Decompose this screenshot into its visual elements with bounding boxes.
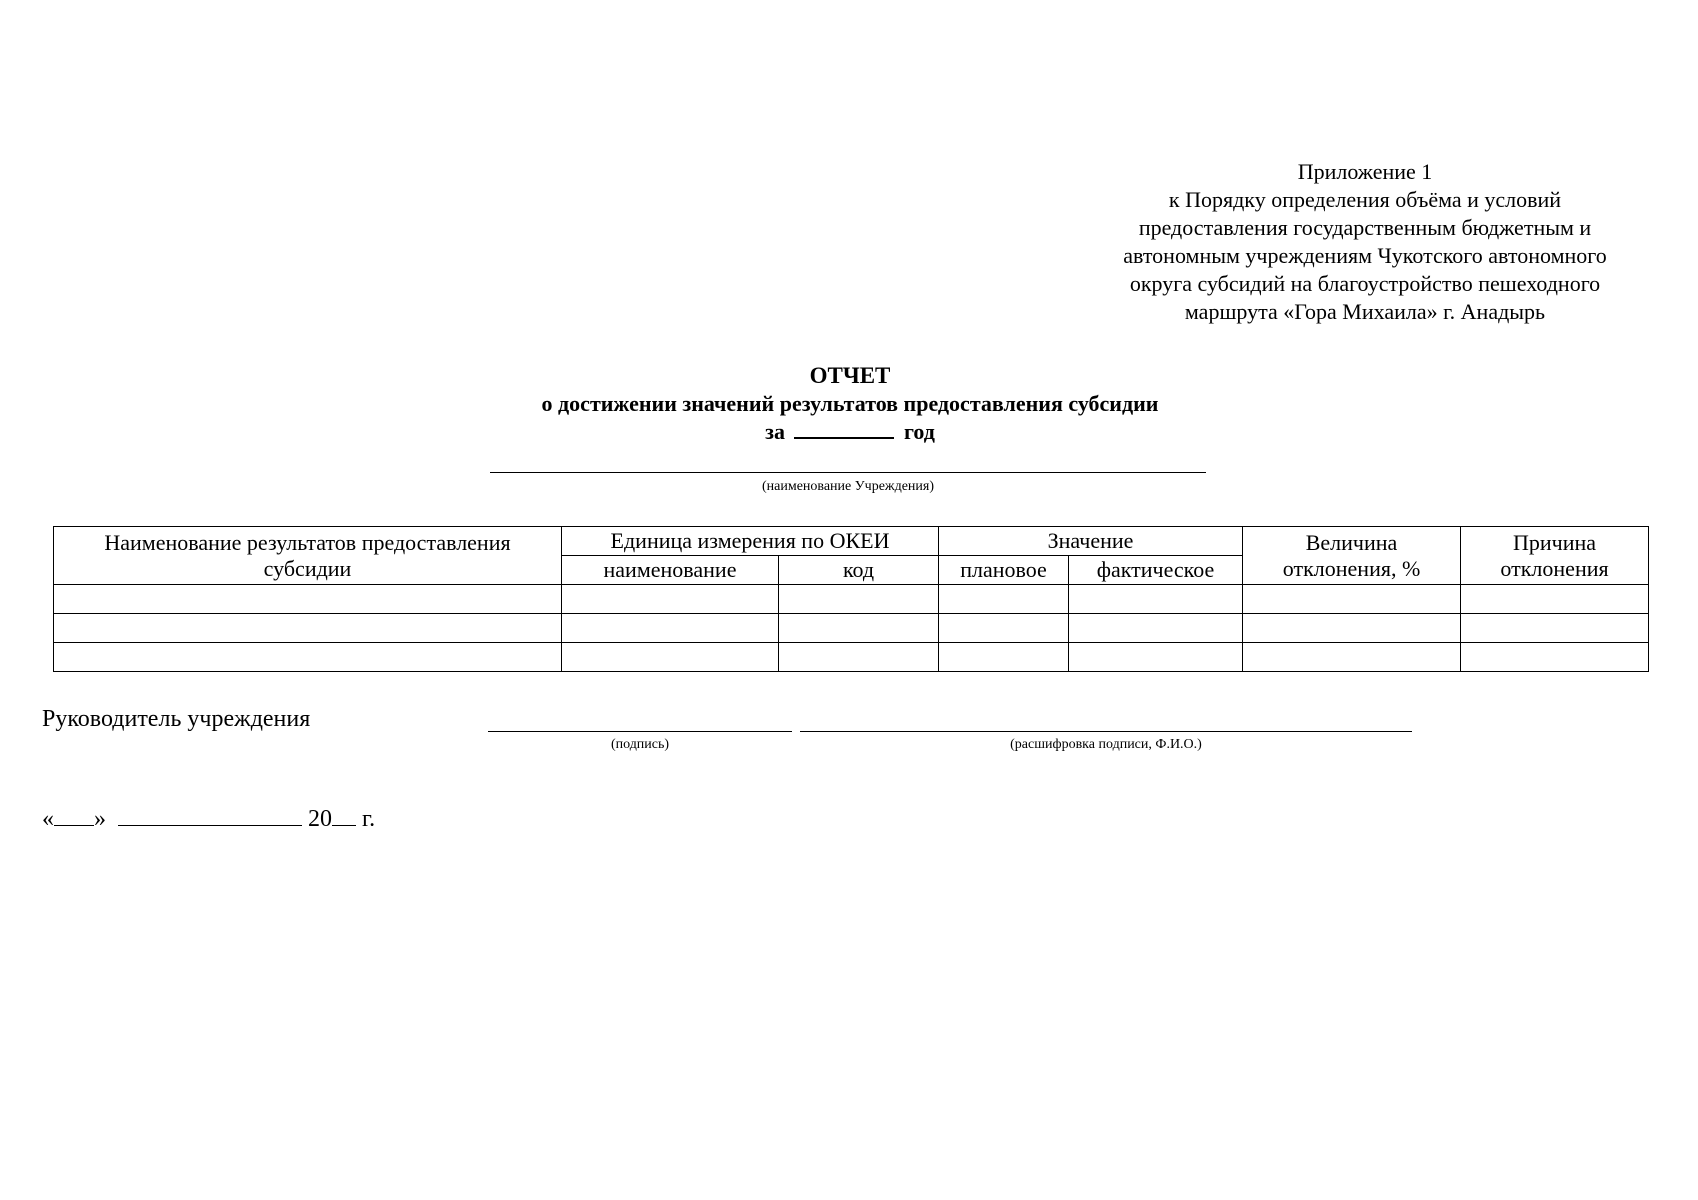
table-cell[interactable] (54, 643, 562, 672)
table-cell[interactable] (939, 585, 1069, 614)
header-unit-name: наименование (562, 556, 779, 585)
table-row (54, 614, 1649, 643)
appendix-line: маршрута «Гора Михаила» г. Анадырь (1184, 299, 1546, 324)
header-value-fact: фактическое (1069, 556, 1243, 585)
header-result-name: Наименование результатов предоставления субсидии (54, 527, 562, 585)
table-cell[interactable] (779, 643, 939, 672)
date-day-blank[interactable] (54, 805, 94, 826)
table-cell[interactable] (1243, 614, 1461, 643)
signature-line[interactable] (488, 731, 792, 732)
table-row (54, 643, 1649, 672)
period-prefix: за (765, 419, 785, 444)
date-month-blank[interactable] (118, 805, 302, 826)
signer-name-caption: (расшифровка подписи, Ф.И.О.) (1010, 737, 1202, 752)
table-cell[interactable] (562, 643, 779, 672)
table-header-row (54, 527, 1649, 556)
header-unit-group: Единица измерения по ОКЕИ (562, 527, 939, 556)
appendix-line: предоставления государственным бюджетным и (1138, 215, 1592, 240)
table-cell[interactable] (54, 614, 562, 643)
report-title-block (350, 362, 1350, 446)
institution-caption: (наименование Учреждения) (761, 479, 935, 494)
appendix-line: округа субсидий на благоустройство пешеходного (1129, 271, 1601, 296)
table-cell[interactable] (1461, 614, 1649, 643)
signer-name-line[interactable] (800, 731, 1412, 732)
appendix-line: Приложение 1 (1297, 159, 1433, 184)
period-year-blank[interactable] (794, 419, 894, 439)
table-cell[interactable] (54, 585, 562, 614)
table-cell[interactable] (1069, 614, 1243, 643)
report-title: ОТЧЕТ (809, 363, 891, 388)
signer-label: Руководитель учреждения (42, 706, 311, 732)
table-cell[interactable] (1069, 643, 1243, 672)
table-cell[interactable] (562, 585, 779, 614)
table-cell[interactable] (1243, 585, 1461, 614)
appendix-line: автономным учреждениям Чукотского автономного (1123, 243, 1607, 268)
institution-name-line[interactable] (490, 472, 1206, 473)
appendix-line: к Порядку определения объёма и условий (1168, 187, 1562, 212)
header-reason: Причина отклонения (1461, 527, 1649, 585)
header-unit-code: код (779, 556, 939, 585)
date-open-quote: « (42, 806, 54, 832)
period-suffix: год (903, 419, 935, 444)
table-cell[interactable] (1069, 585, 1243, 614)
table-row (54, 585, 1649, 614)
signature-caption: (подпись) (610, 737, 670, 752)
table-cell[interactable] (939, 643, 1069, 672)
date-line (42, 804, 375, 834)
appendix-header (1060, 158, 1670, 326)
date-year-blank[interactable] (332, 805, 356, 826)
table-cell[interactable] (779, 585, 939, 614)
table-cell[interactable] (779, 614, 939, 643)
header-value-group: Значение (939, 527, 1243, 556)
date-year-suffix: г. (362, 806, 376, 832)
header-deviation: Величина отклонения, % (1243, 527, 1461, 585)
table-cell[interactable] (562, 614, 779, 643)
report-period (350, 418, 1350, 446)
table-cell[interactable] (1461, 585, 1649, 614)
report-subtitle: о достижении значений результатов предоставления субсидии (541, 391, 1159, 416)
table-cell[interactable] (1461, 643, 1649, 672)
header-value-plan: плановое (939, 556, 1069, 585)
table-cell[interactable] (939, 614, 1069, 643)
table-cell[interactable] (1243, 643, 1461, 672)
results-table (53, 526, 1649, 672)
date-year-prefix: 20 (308, 806, 332, 832)
date-close-quote: » (94, 806, 106, 832)
